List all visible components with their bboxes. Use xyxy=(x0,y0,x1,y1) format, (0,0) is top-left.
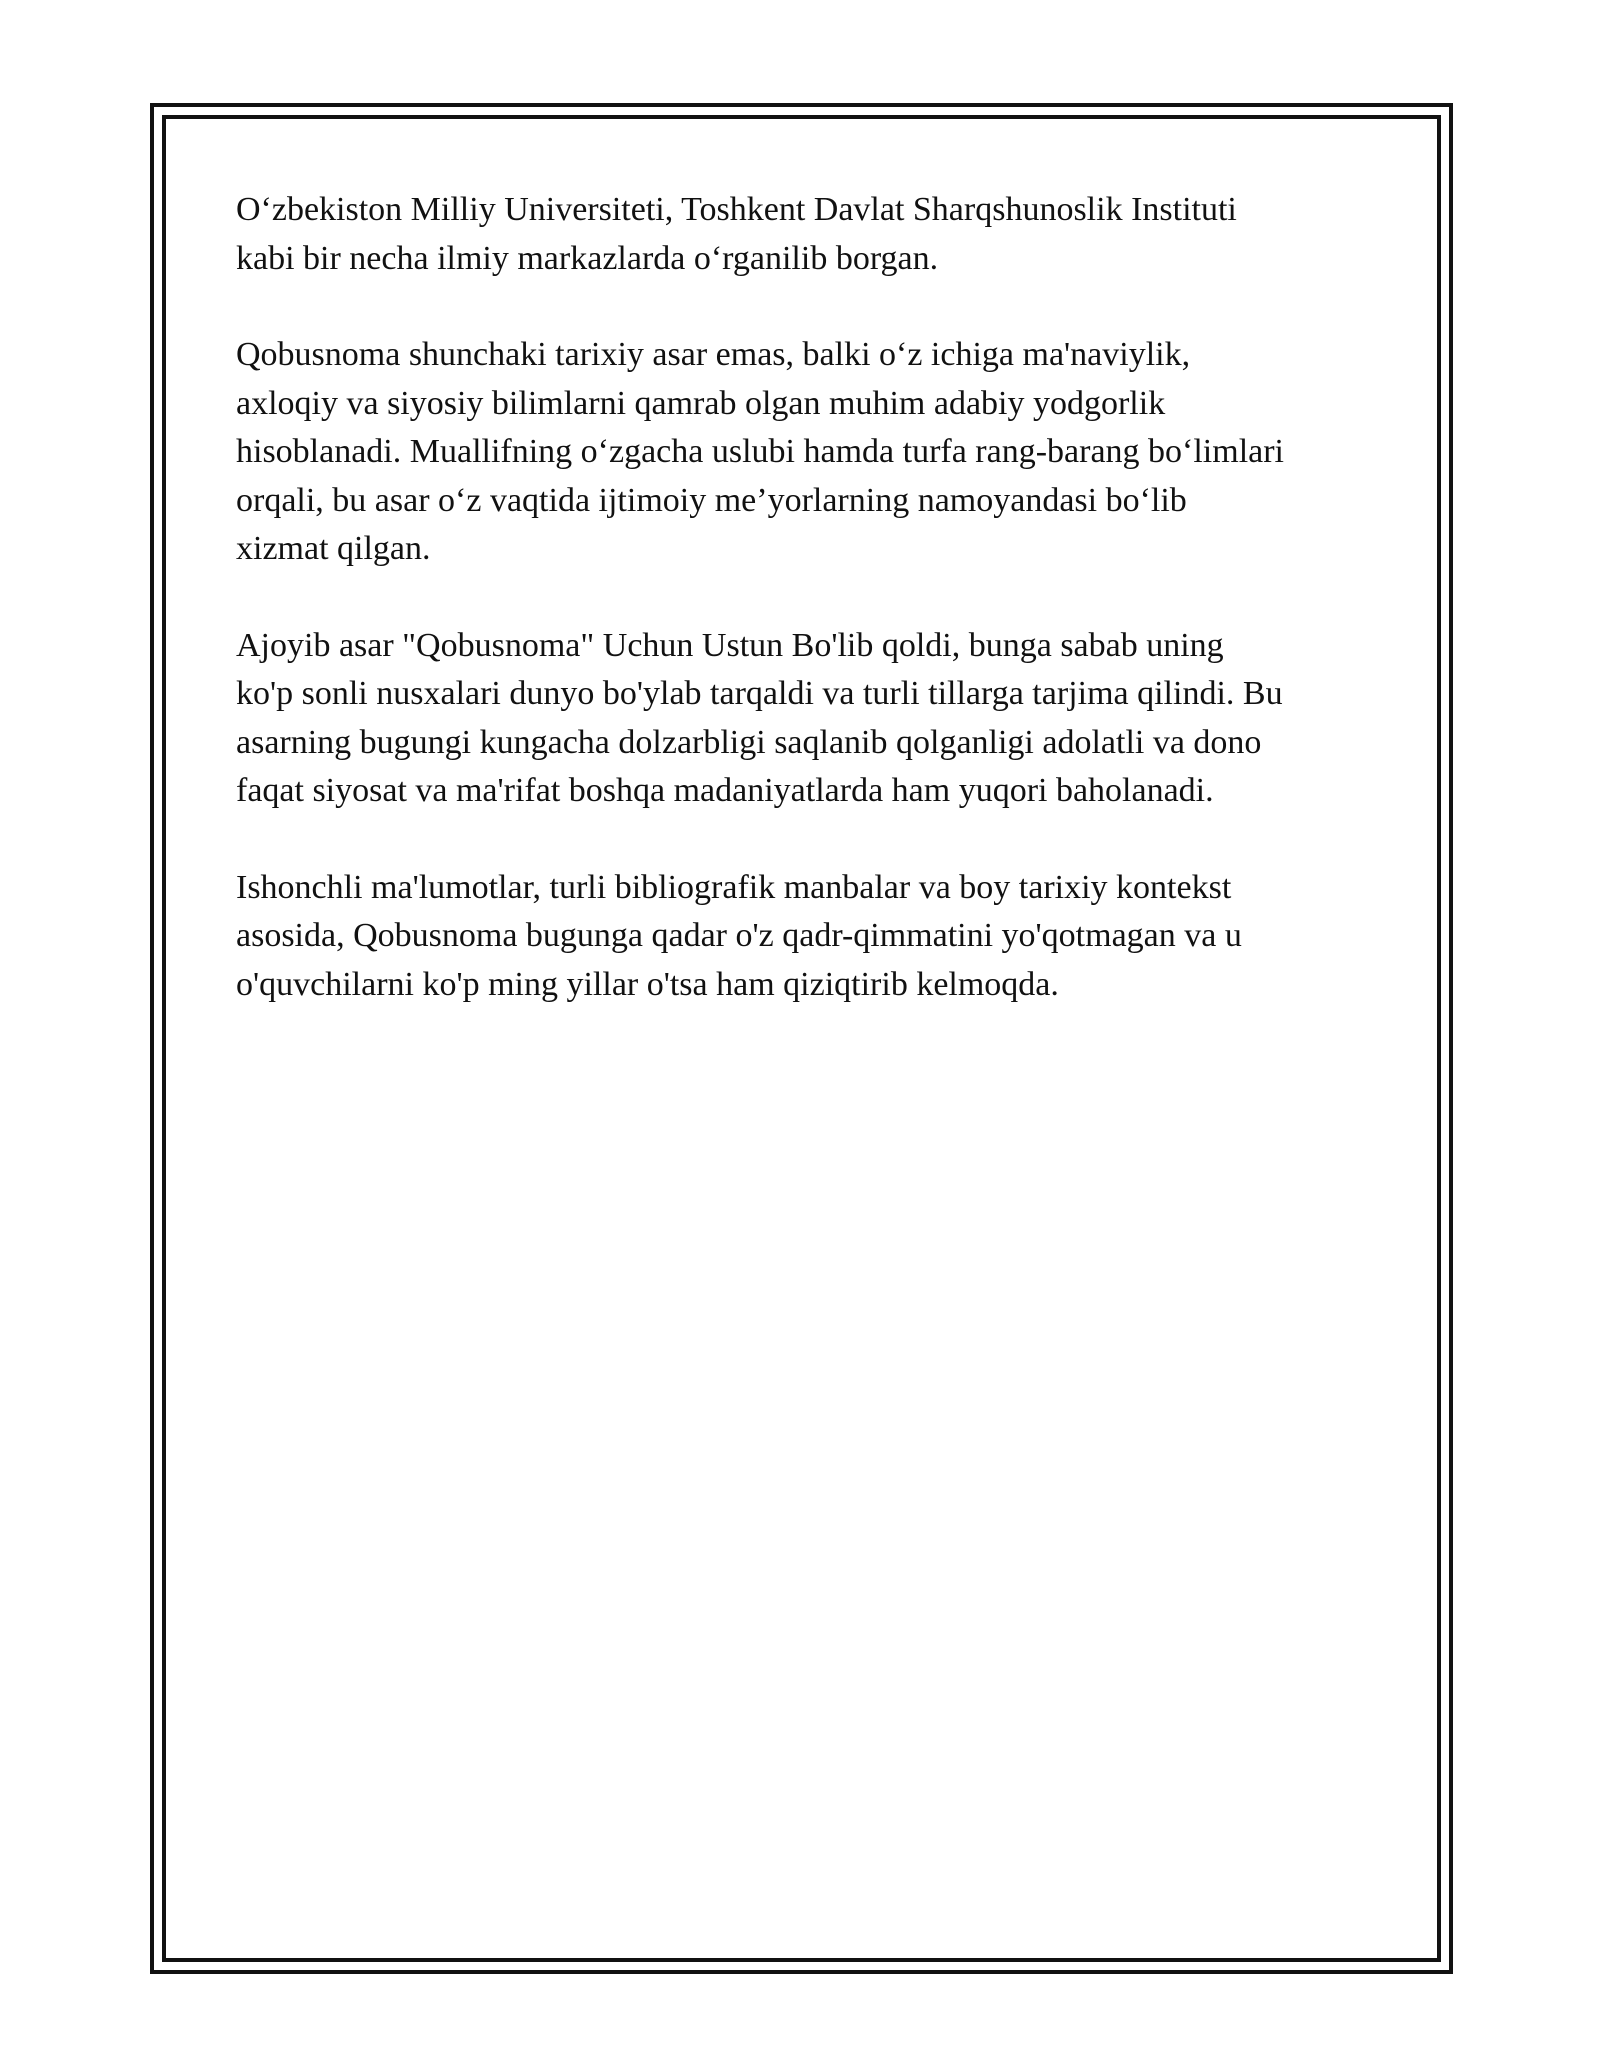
text-line: asosida, Qobusnoma bugunga qadar o'z qadr-qimmatini yo'qotmagan va u xyxy=(236,917,1242,954)
paragraph-2 xyxy=(236,331,1376,574)
text-line: orqali, bu asar o‘z vaqtida ijtimoiy me’yorlarning namoyandasi bo‘lib xyxy=(236,481,1187,519)
text-line: o'quvchilarni ko'p ming yillar o'tsa ham qiziqtirib kelmoqda. xyxy=(236,965,1059,1003)
text-line: Qobusnoma shunchaki tarixiy asar emas, balki o‘z ichiga ma'naviylik, xyxy=(236,336,1191,373)
text-line: O‘zbekiston Milliy Universiteti, Toshkent Davlat Sharqshunoslik Instituti xyxy=(236,191,1237,228)
text-line: asarning bugungi kungacha dolzarbligi saqlanib qolganligi adolatli va dono xyxy=(236,723,1262,761)
text-line: ko'p sonli nusxalari dunyo bo'ylab tarqaldi va turli tillarga tarjima qilindi. Bu xyxy=(236,675,1283,712)
paragraph-1 xyxy=(236,186,1376,283)
text-line: axloqiy va siyosiy bilimlarni qamrab olgan muhim adabiy yodgorlik xyxy=(236,384,1166,422)
text-line: kabi bir necha ilmiy markazlarda o‘rganilib borgan. xyxy=(236,239,939,277)
text-line: faqat siyosat va ma'rifat boshqa madaniyatlarda ham yuqori baholanadi. xyxy=(236,772,1214,809)
text-line: Ajoyib asar "Qobusnoma" Uchun Ustun Bo'lib qoldi, bunga sabab uning xyxy=(236,626,1224,664)
paragraph-4 xyxy=(236,864,1376,1010)
paragraph-3 xyxy=(236,622,1376,816)
text-line: hisoblanadi. Muallifning o‘zgacha uslubi hamda turfa rang-barang bo‘limlari xyxy=(236,433,1285,470)
document-body xyxy=(236,186,1376,1057)
text-line: Ishonchli ma'lumotlar, turli bibliografik manbalar va boy tarixiy kontekst xyxy=(236,868,1232,906)
text-line: xizmat qilgan. xyxy=(236,530,431,567)
